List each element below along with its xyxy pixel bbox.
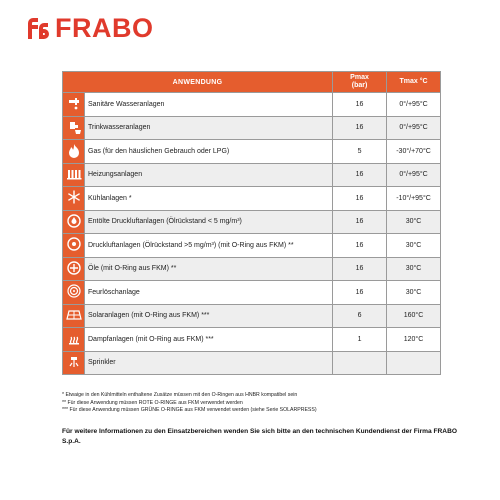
tap-icon <box>66 95 82 111</box>
tmax-value: 0°/+95°C <box>387 163 441 187</box>
pmax-value: 5 <box>333 140 387 164</box>
row-icon-cell <box>63 351 85 375</box>
application-name: Sprinkler <box>85 351 333 375</box>
radiator-icon <box>66 166 82 182</box>
table-row <box>63 93 441 117</box>
table-row <box>63 140 441 164</box>
tmax-value: 0°/+95°C <box>387 93 441 117</box>
oil-icon <box>66 260 82 276</box>
fire-hose-icon <box>66 283 82 299</box>
table-row <box>63 328 441 352</box>
table-row <box>63 304 441 328</box>
pmax-value: 1 <box>333 328 387 352</box>
application-name: Feurlöschanlage <box>85 281 333 305</box>
header-pmax: Pmax (bar) <box>333 72 387 93</box>
row-icon-cell <box>63 328 85 352</box>
table-row <box>63 116 441 140</box>
pmax-value: 16 <box>333 234 387 258</box>
application-name: Öle (mit O-Ring aus FKM) ** <box>85 257 333 281</box>
application-name: Sanitäre Wasseranlagen <box>85 93 333 117</box>
frabo-logo <box>25 15 154 41</box>
footnotes <box>62 392 462 415</box>
row-icon-cell <box>63 281 85 305</box>
application-table <box>62 71 441 375</box>
row-icon-cell <box>63 234 85 258</box>
table-header-row <box>63 72 441 93</box>
row-icon-cell <box>63 93 85 117</box>
row-icon-cell <box>63 116 85 140</box>
tmax-value: -10°/+95°C <box>387 187 441 211</box>
table-row <box>63 210 441 234</box>
application-name: Gas (für den häuslichen Gebrauch oder LPG) <box>85 140 333 164</box>
tmax-value: 120°C <box>387 328 441 352</box>
tmax-value: 160°C <box>387 304 441 328</box>
air-drop-icon <box>66 213 82 229</box>
contact-note: Für weitere Informationen zu den Einsatzbereichen wenden Sie sich bitte an den technischen Kundendienst der Firma FRABO S.p.A. <box>62 428 457 445</box>
snowflake-icon <box>66 189 82 205</box>
header-tmax: Tmax °C <box>387 72 441 93</box>
tmax-value: 30°C <box>387 234 441 258</box>
table-row <box>63 163 441 187</box>
pmax-value: 6 <box>333 304 387 328</box>
tmax-value: 30°C <box>387 257 441 281</box>
compressor-icon <box>66 236 82 252</box>
footnote: * Etwaige in den Kühlmitteln enthaltene Zusätze müssen mit den O-Ringen aus HNBR kompatibel sein <box>62 392 298 398</box>
drinking-water-icon <box>66 119 82 135</box>
application-name: Entölte Druckluftanlagen (Ölrückstand < 5 mg/m³) <box>85 210 333 234</box>
footnote: ** Für diese Anwendung müssen ROTE O-RINGE aus FKM verwendet werden <box>62 399 243 406</box>
pmax-value: 16 <box>333 116 387 140</box>
tmax-value: 0°/+95°C <box>387 116 441 140</box>
pmax-value: 16 <box>333 93 387 117</box>
footnote: *** Für diese Anwendung müssen GRÜNE O-RINGE aus FKM verwendet werden (siehe Serie SOLARPRESS) <box>62 407 317 414</box>
pmax-value: 16 <box>333 281 387 305</box>
pmax-value <box>333 351 387 375</box>
table-row <box>63 281 441 305</box>
application-name: Trinkwasseranlagen <box>85 116 333 140</box>
application-name: Solaranlagen (mit O-Ring aus FKM) *** <box>85 304 333 328</box>
row-icon-cell <box>63 187 85 211</box>
header-application: ANWENDUNG <box>63 72 333 93</box>
tmax-value: 30°C <box>387 210 441 234</box>
pmax-value: 16 <box>333 163 387 187</box>
application-name: Heizungsanlagen <box>85 163 333 187</box>
row-icon-cell <box>63 163 85 187</box>
flame-icon <box>66 142 82 158</box>
brand-name: FRABO <box>55 13 154 43</box>
table-row <box>63 234 441 258</box>
sprinkler-icon <box>66 354 82 370</box>
tmax-value: -30°/+70°C <box>387 140 441 164</box>
table-row <box>63 257 441 281</box>
row-icon-cell <box>63 257 85 281</box>
row-icon-cell <box>63 210 85 234</box>
steam-icon <box>66 330 82 346</box>
row-icon-cell <box>63 304 85 328</box>
solar-panel-icon <box>66 307 82 323</box>
frabo-logo-icon <box>25 15 51 41</box>
tmax-value <box>387 351 441 375</box>
pmax-value: 16 <box>333 187 387 211</box>
pmax-value: 16 <box>333 210 387 234</box>
pmax-value: 16 <box>333 257 387 281</box>
table-row <box>63 351 441 375</box>
row-icon-cell <box>63 140 85 164</box>
application-name: Kühlanlagen * <box>85 187 333 211</box>
application-name: Dampfanlagen (mit O-Ring aus FKM) *** <box>85 328 333 352</box>
table-row <box>63 187 441 211</box>
tmax-value: 30°C <box>387 281 441 305</box>
application-name: Druckluftanlagen (Ölrückstand >5 mg/m³) (mit O-Ring aus FKM) ** <box>85 234 333 258</box>
